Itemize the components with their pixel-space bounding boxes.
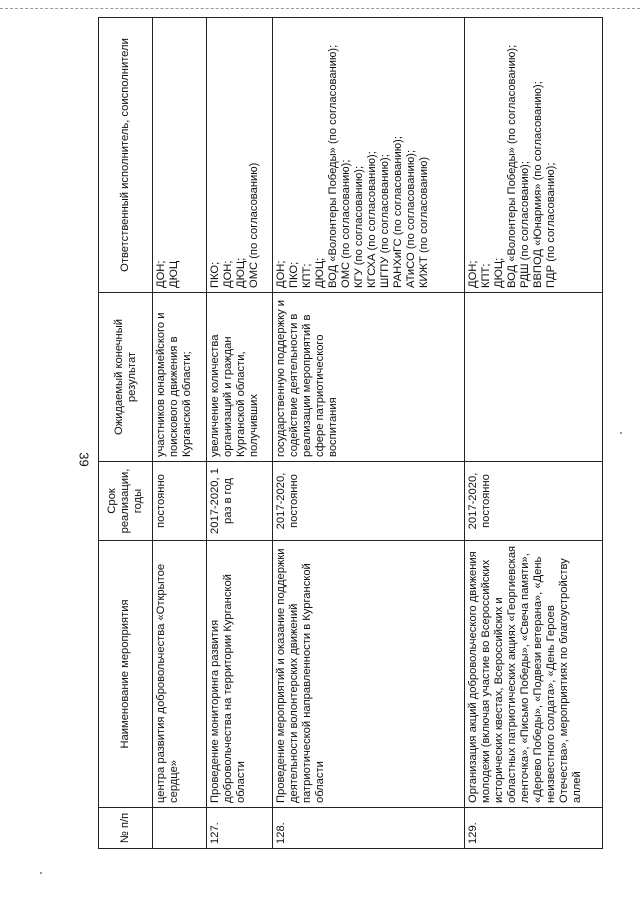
row-num: 128. (273, 808, 465, 849)
table-row (207, 18, 273, 849)
row-term: 2017-2020, постоянно (273, 462, 465, 541)
page-number: 39 (76, 452, 92, 467)
table-header-row (99, 18, 153, 849)
table-row (273, 18, 465, 849)
row-term: постоянно (153, 462, 207, 541)
table-row (153, 18, 207, 849)
exec-line: РДШ (по согласованию); (519, 161, 531, 288)
rotated-table-container (98, 38, 603, 849)
exec-line: ВОД «Волонтеры Победы» (по согласованию); (506, 44, 518, 288)
exec-line: ОМС (по согласованию) (248, 162, 260, 288)
row-exec (273, 18, 465, 293)
exec-line: КПТ; (301, 263, 313, 288)
table-rotation (98, 38, 603, 849)
exec-line: ВВПОД «Юнармия» (по согласованию); (532, 81, 544, 288)
exec-line: ПДР (по согласованию); (545, 162, 557, 288)
row-exec (153, 18, 207, 293)
exec-line: ДОН; (467, 260, 479, 288)
row-term: 2017-2020, постоянно (465, 462, 603, 541)
exec-line: КГУ (по согласованию); (353, 165, 365, 288)
row-num: 127. (207, 808, 273, 849)
header-term: Срок реализации, годы (99, 462, 153, 541)
scan-speck (40, 872, 42, 874)
exec-line: ОМС (по согласованию); (340, 159, 352, 288)
row-name: Проведение мероприятий и оказание поддержки деятельности волонтерских движений патриотической направленности в Курганской области (273, 541, 465, 808)
header-name: Наименование мероприятия (99, 541, 153, 808)
row-name: Проведение мониторинга развития добровольчества на территории Курганской области (207, 541, 273, 808)
row-name: центра развития добровольчества «Открытое сердце» (153, 541, 207, 808)
row-result (465, 293, 603, 462)
exec-line: ШГПУ (по согласованию); (379, 154, 391, 288)
row-result: государственную поддержку и содействие деятельности в реализации мероприятий в сфере патриотического воспитания (273, 293, 465, 462)
header-num: № п/п (99, 808, 153, 849)
exec-line: КГСХА (по согласованию); (366, 151, 378, 288)
exec-line: РАНХиГС (по согласованию); (392, 136, 404, 288)
exec-line: ВОД «Волонтеры Победы» (по согласованию); (327, 44, 339, 288)
exec-line: ПКО; (288, 261, 300, 288)
exec-line: ДЮЦ (168, 260, 180, 288)
row-exec (207, 18, 273, 293)
exec-line: ДОН; (155, 260, 167, 288)
header-exec: Ответственный исполнитель, соисполнители (99, 18, 153, 293)
exec-line: ДЮЦ; (493, 257, 505, 288)
exec-line: ДОН; (222, 260, 234, 288)
exec-line: ДОН; (275, 260, 287, 288)
table-row (465, 18, 603, 849)
row-num (153, 808, 207, 849)
row-result: участников юнармейского и поискового движения в Курганской области; (153, 293, 207, 462)
scan-speck (620, 432, 622, 434)
row-term: 2017-2020, 1 раз в год (207, 462, 273, 541)
header-result: Ожидаемый конечный результат (99, 293, 153, 462)
row-exec (465, 18, 603, 293)
exec-line: ДЮЦ; (235, 257, 247, 288)
exec-line: КПТ; (480, 263, 492, 288)
row-result: увеличение количества организаций и граждан Курганской области, получивших (207, 293, 273, 462)
exec-line: КИЖТ (по согласованию) (418, 156, 430, 288)
exec-line: ПКО; (209, 261, 221, 288)
row-name: Организация акций добровольческого движения молодежи (включая участие во Всероссийских исторических квестах, Всероссийских и областных патриотических акциях «Георгиевская ленточка», «Письмо Победы», «Свеча памяти», «Дерево Победы», «Подвези ветерана», «День неизвестного солдата», «День Героев Отечества», мероприятиях по благоустройству аллей (465, 541, 603, 808)
row-num: 129. (465, 808, 603, 849)
events-table (98, 17, 603, 849)
scan-edge-line (0, 8, 640, 10)
exec-line: ДЮЦ; (314, 257, 326, 288)
exec-line: АТиСО (по согласованию); (405, 149, 417, 288)
